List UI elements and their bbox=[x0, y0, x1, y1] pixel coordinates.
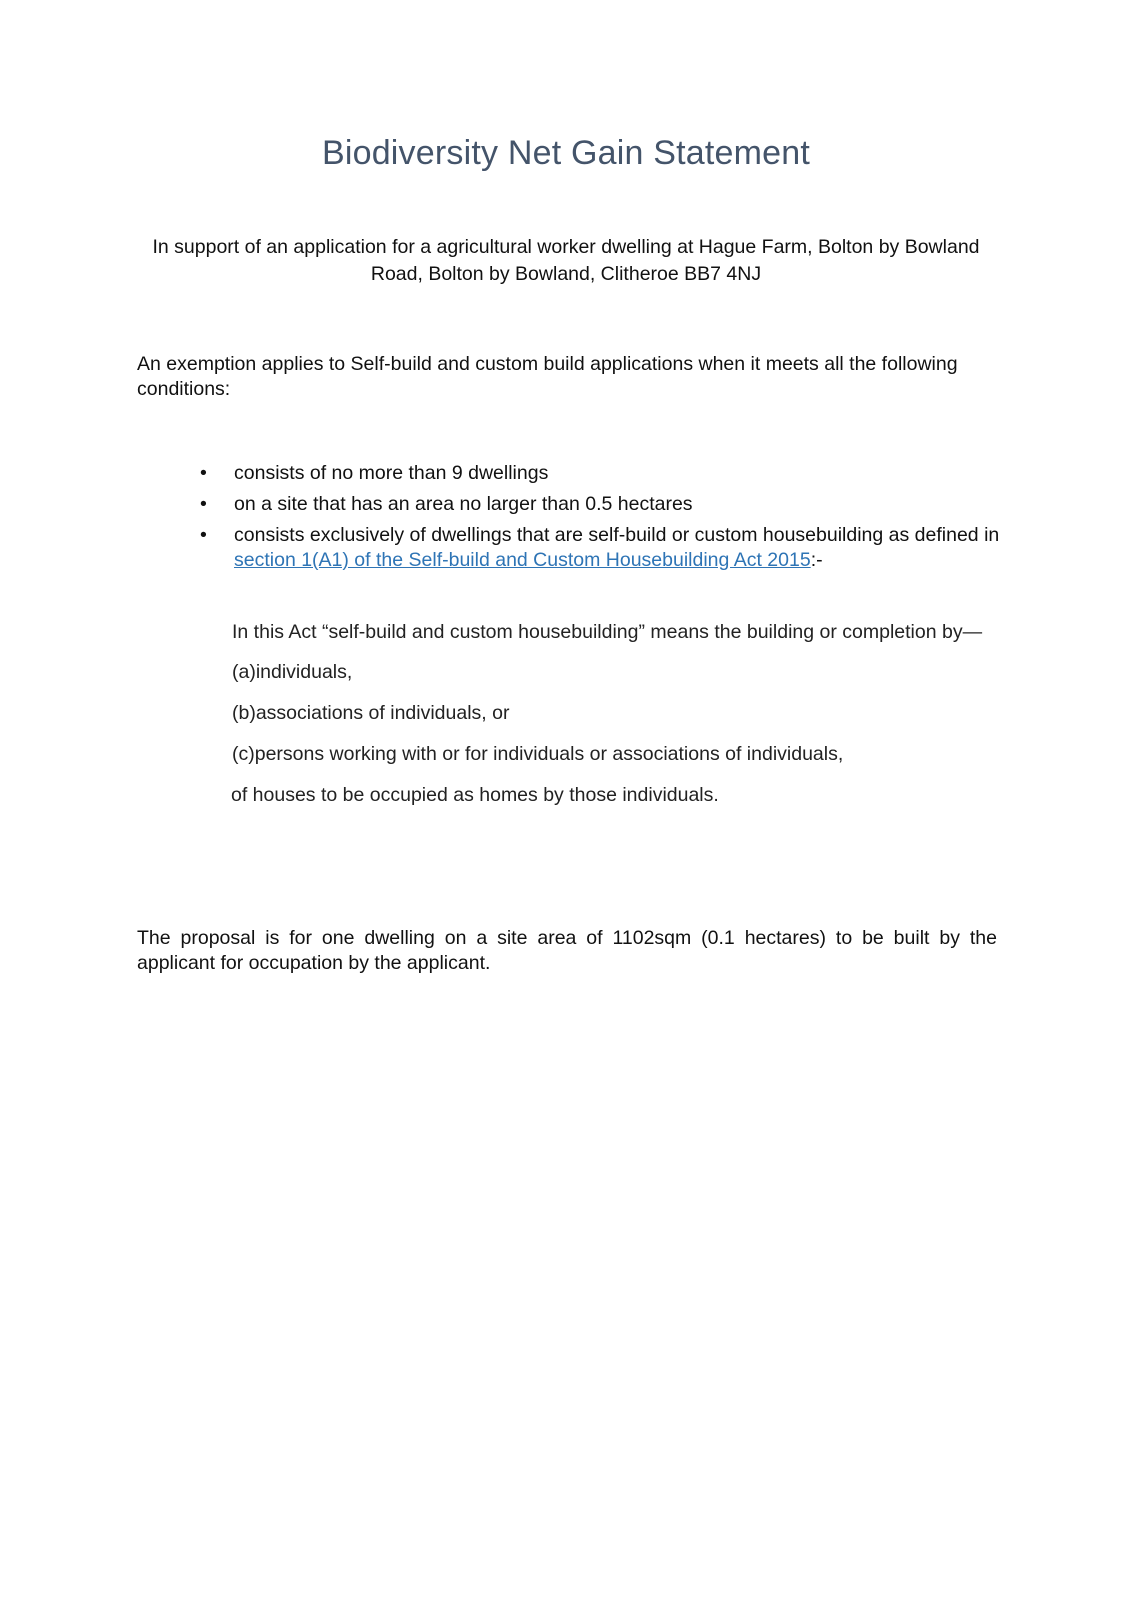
condition-text-before-link: consists exclusively of dwellings that are self-build or custom housebuilding as defined in bbox=[234, 524, 1000, 546]
condition-text: consists of no more than 9 dwellings bbox=[234, 462, 549, 484]
definition-item: (c)persons working with or for individuals or associations of individuals, bbox=[232, 743, 844, 765]
document-subtitle: In support of an application for a agricultural worker dwelling at Hague Farm, Bolton by Bowland Road, Bolton by Bowland, Clitheroe BB7 4NJ bbox=[152, 236, 980, 285]
bullet-icon: • bbox=[200, 462, 207, 484]
condition-item bbox=[200, 492, 1000, 517]
proposal-statement: The proposal is for one dwelling on a site area of 1102sqm (0.1 hectares) to be built by the applicant for occupation by the applicant. bbox=[137, 927, 997, 974]
condition-item bbox=[200, 523, 1000, 573]
condition-text: on a site that has an area no larger than 0.5 hectares bbox=[234, 493, 693, 515]
document-title: Biodiversity Net Gain Statement bbox=[321, 134, 811, 172]
bullet-icon: • bbox=[200, 524, 207, 546]
condition-item bbox=[200, 461, 1000, 486]
definition-item: (a)individuals, bbox=[232, 661, 353, 683]
exemption-intro: An exemption applies to Self-build and custom build applications when it meets all the following conditions: bbox=[137, 353, 958, 400]
housebuilding-act-link[interactable]: section 1(A1) of the Self-build and Custom Housebuilding Act 2015 bbox=[234, 549, 811, 571]
definition-intro: In this Act “self-build and custom housebuilding” means the building or completion by— bbox=[232, 621, 983, 643]
act-definition-quote bbox=[232, 620, 1002, 808]
bullet-icon: • bbox=[200, 493, 207, 515]
condition-text-after-link: :- bbox=[810, 549, 823, 571]
definition-closing: of houses to be occupied as homes by those individuals. bbox=[231, 784, 719, 806]
definition-item: (b)associations of individuals, or bbox=[232, 702, 510, 724]
conditions-list bbox=[200, 461, 1000, 579]
